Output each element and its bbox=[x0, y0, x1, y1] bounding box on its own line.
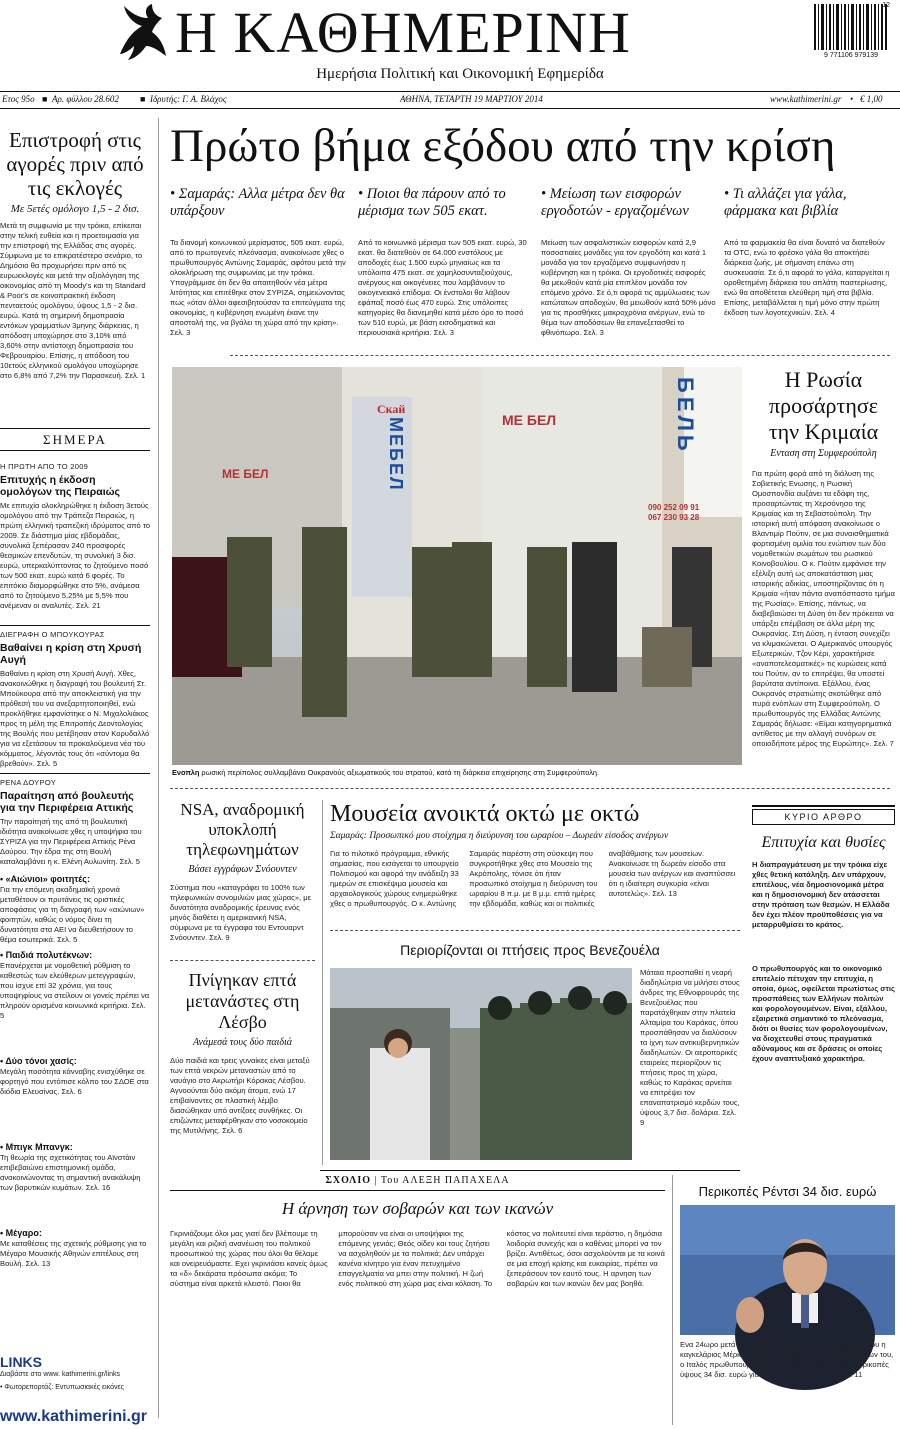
protest-photo-icon bbox=[330, 968, 632, 1160]
lead-text: Μετά τη συμφωνία με την τρόικα, επίκειται στην τελική ευθεία και η προετοιμασία για την επιστροφή της Ελλάδας στις αγορές. Σύμφωνα με το επικρατέστερο σενάριο, το Δημόσιο θα προχωρήσει πριν από τις ευρωεκλογές και μετά την αξιολόγηση της οικονομίας από τη Moody's και τη Standard & Poor's σε κοινοπρακτική έκδοση πενταετούς ομολόγου, ύψους 1,5 - 2 δισ. ευρώ. Κατά τη σημερινή δημοπρασία εντόκων γραμματίων 3μηνης διάρκειας, η απόδοση υποχώρησε στο 3,10% από 3,60% στην αντίστοιχη δημοπρασία του Φεβρουαρίου. Επίσης, η απόδοση του 10ετούς ελληνικού ομολόγου υποχώρησε στο 6,8% από 7,2% την Παρασκευή. Σελ. 1 bbox=[0, 221, 146, 380]
bullet-text: Από το κοινωνικό μέρισμα των 505 εκατ. ευρώ, 30 εκατ. θα διατεθούν σε 64.000 ενστόλους με αποδοχές έως 1.500 ευρώ μηνιαίως και τα υπόλοιπα 475 εκατ. σε χαμηλοσυνταξιούχους, ανέργους και οικογένειες που λαμβάνουν το οικογενειακό επίδομα. Οι ένστολοι θα λάβουν εφάπαξ ποσό έως 470 ευρώ. Στις υπόλοιπες κατηγορίες θα διανεμηθεί κατά μέσο όρο το ποσό των 510 ευρώ, με βάση εισοδηματικά και περιουσιακά κριτήρια. Σελ. 3 bbox=[358, 238, 527, 337]
editorial-text-2: Ο πρωθυπουργός και το οικονομικό επιτελείο πέτυχαν την επιτυχία, η οποία, όμως, οφείλεται πρωτίστως στις προσπάθειες των Ελλήνων πολιτών και φορολογουμένων. Είναι, εξάλλου, εξαιρετικά σημαντικό το πλεόνασμα, διότι οι θυσίες των φορολογουμένων, να διοχετευθεί στους πραγματικά αδύναμους και σε δράσεις οι οποίες έχουν αναπτυξιακό χαρακτήρα. bbox=[752, 964, 895, 1063]
photo-credit: ASSOCIATED PRESS bbox=[676, 1282, 683, 1334]
item-title[interactable]: • Δύο τόνοι χασίς: bbox=[0, 1056, 77, 1066]
item-title[interactable]: • Μπιγκ Μπανγκ: bbox=[0, 1142, 73, 1152]
comment-text: Γκρινιάζουμε όλοι μας γιατί δεν βλέπουμε τη μεγάλη και ριζική ανανέωση του πολιτικού προσωπικού της χώρας που όλοι θα θέλαμε και ονειρευόμαστε. Εχει γκρινιάσει κανείς όμως τα «δ» δεκάρατα πρόσωπα ακόμα; Το σύστημα είναι αρκετά κλειστό. Ποιοι θα μπορούσαν να είναι οι υποψήφιοι της επόμενης γενιάς; Θεός οίδεν και τους ζητήσει να ασχοληθούν με τα πολιτικά; Δεν υπάρχει κανένα κίνητρο για έναν πετυχημένο επαγγελματία να μπει στην πολιτική. Η ζωή ενός πολιτικού στη χώρα μας είναι κόλαση. Το κόστος να πολιτευτεί είναι τεράστιο, η δημόσια λοιδορία συνεχής και ο καθένας μπορεί να τον βρίζει. Αντιθέτως, όσοι ασχολούνται με τα κοινά σε μια εποχή κρίσης και ευκαιρίας, πρέπει να ξεπεράσουν τον εαυτό τους. Η αρνηση των σοβαρών και των ικανών δεν μας βοηθά. bbox=[170, 1229, 665, 1288]
caption-text: ρωσική περίπολος συλλαμβάνει Ουκρανούς αξιωματικούς του στρατού, κατά τη διάρκεια επιχείρησης στη Συμφερούπολη. bbox=[201, 768, 600, 777]
barcode bbox=[812, 2, 890, 60]
phone-1: 090 252 09 91 bbox=[648, 503, 700, 512]
today-list bbox=[0, 462, 150, 1289]
item-title[interactable]: • Παιδιά πολυτέκνων: bbox=[0, 950, 93, 960]
founder: Ιδρυτής: Γ. Α. Βλάχος bbox=[150, 94, 227, 104]
comment-author: Του ΑΛΕΞΗ ΠΑΠΑΧΕΛΑ bbox=[380, 1175, 510, 1186]
comment-title[interactable]: Η άρνηση των σοβαρών και των ικανών bbox=[281, 1199, 554, 1218]
sign-bel: БЕЛЬ bbox=[673, 377, 698, 455]
lead-subtitle: Με 5ετές ομόλογο 1,5 - 2 δισ. bbox=[10, 203, 140, 215]
venezuela-photo[interactable] bbox=[326, 968, 632, 1160]
photo-credit: ASSOCIATED PRESS bbox=[326, 1095, 333, 1147]
item-text: Βαθαίνει η κρίση στη Χρυσή Αυγή. Χθες, ανακοινώθηκε η διαγραφή του βουλευτή Στ. Μπούκουρα από την αποκλειστική για την πρόθεσή του να ανεξαρτητοποιηθεί, ενώ προκλήθηκε εμφανίστηκε ο Ν. Μιχαλολιάκος προς τη μέλη της Επιτροπής Δεοντολογίας της Βουλής που μετέβησαν στον Κορυδαλλό για να εξετάσουν τα προκαλούμενα νέα του κόμματος, λέγοντάς τους ότι «σύντομα θα βρεθούν». Σελ. 5 bbox=[0, 669, 150, 768]
item-label: ΡΕΝΑ ΔΟΥΡΟΥ bbox=[0, 778, 57, 787]
price: € 1,00 bbox=[860, 94, 883, 104]
lesvos-text: Δύο παιδιά και τρεις γυναίκες είναι μεταξύ των επτά νεκρών μεταναστών από το ναυάγιο στο Ακρωτήρι Κόρακας Λέσβου. Αγνοούνται δύο ακόμη άτομα, ενώ 17 επιβαίνοντες σε πλαστική λέμβο διασώθηκαν υπό αντίξοες συνθήκες. Οι επιζώντες μεταφέρθηκαν στο νοσοκομείο της Μυτιλήνης. Σελ. 6 bbox=[170, 1056, 310, 1135]
sign-mebel-3: МЕ БЕЛ bbox=[222, 467, 269, 481]
nsa-title[interactable]: NSA, αναδρομική υποκλοπή τηλεφωνημάτων bbox=[180, 800, 305, 859]
item-text: Επανέρχεται με νομοθετική ρύθμιση το καθεστώς των ελεύθερων μετεγγραφών, που ίσχυε επί 32 χρόνια, για τους υποψηφίους να στείλουν οι γονείς πρέπει να πληρούν ορισμένα κοινωνικά κριτήρια. Σελ. 5 bbox=[0, 961, 150, 1020]
issue: Αρ. φύλλου 28.602 bbox=[52, 94, 119, 104]
place-date: ΑΘΗΝΑ, ΤΕΤΑΡΤΗ 19 ΜΑΡΤΙΟΥ 2014 bbox=[400, 94, 543, 104]
crimea-caption bbox=[172, 768, 742, 777]
renzi-title[interactable]: Περικοπές Ρέντσι 34 δισ. ευρώ bbox=[698, 1184, 877, 1199]
lead-title[interactable]: Επιστροφή στις αγορές πριν από τις εκλογές bbox=[6, 128, 144, 200]
venezuela-title[interactable]: Περιορίζονται οι πτήσεις προς Βενεζουέλα bbox=[400, 942, 660, 958]
bullet-title[interactable]: • Μείωση των εισφορών εργοδοτών - εργαζομένων bbox=[541, 186, 689, 219]
crimea-text: Για πρώτη φορά από τη διάλυση της Σοβιετικής Ενωσης, η Ρωσική Ομοσπονδία αυξάνει τα εδάφη της, προσαρτώντας τη Χερσόνησο της Κριμαίας και τη Σεβαστούπολη. Την ιστορική αυτή απόφαση ανακοίνωσε ο Βλαντιμίρ Πούτιν, σε μια συναισθηματικά φορτισμένη ομιλία του ενώπιον των δύο νομοθετικών σωμάτων του ρωσικού Κοινοβουλίου. Ο κ. Πούτιν εμφάνισε την εξέλιξη αυτή ως αποκατάσταση μιας ιστορικής αδικίας, υποστηρίζοντας ότι η Κριμαία «ήταν πάντα αναπόσπαστο τμήμα της Ρωσίας». Επίσης, πάντως, να διαβεβαιώσει τη Δύση ότι δεν πρόκειται να υπάρξει επέμβαση σε άλλα μέρη της Ουκρανίας. Στη Δύση, η ένταση συνεχίζει να κλιμακώνεται. Ο Αμερικανός υπουργός Εξωτερικών, Τζον Κέρι, χαρακτήρισε «αναποτελεσματικές» τις κυρώσεις κατά του Πούτιν, αν το επιτρέψει, θα υποστεί βαρύτατα αντίποινα. Εξάλλου, ένας Ουκρανός στρατιώτης σκοτώθηκε από πυρά ενόπλων στη Συμφερούπολη. Ο πρωθυπουργός της Ελλάδας Αντώνης Σαμαράς δήλωσε: «Είμαι κατηγορηματικά αντίθετος με την αλλαγή συνόρων σε οποιοδήποτε μέρος της Ευρώπης». Σελ. 7 bbox=[752, 469, 895, 748]
list-item[interactable] bbox=[0, 630, 150, 769]
photo-credit: ASSOCIATED PRESS bbox=[168, 674, 175, 726]
sign-mebel-2: МЕ БЕЛ bbox=[502, 412, 557, 428]
crimea-subtitle: Ενταση στη Συμφερούπολη bbox=[770, 448, 877, 459]
editorial-title[interactable]: Επιτυχία και θυσίες bbox=[761, 834, 886, 851]
links-label: LINKS bbox=[0, 1354, 42, 1370]
phone-2: 067 230 93 28 bbox=[648, 513, 700, 522]
item-text: Την παραίτησή της από τη βουλευτική ιδιότητα ανακοίνωσε χθες η υποψήφια του ΣΥΡΙΖΑ για την Περιφέρεια Αττικής Ρένα Δούρου. Την έδρα της στη Βουλή καταλαμβάνει η κ. Ελένη Αυλωνίτη. Σελ. 5 bbox=[0, 817, 142, 866]
renzi-text: Ενα 24ωρο μετά την επιστροφή του από το Βερολίνο, όπου η καγκελάριος Μέρκελ εξήρε το πρόγραμμα μεταρρυθμίσεών του, ο Ιταλός πρωθυπουργός Ματέο Ρέντσι ανακοίνωσε περικοπές ύψους 34 δισ. ευρώ για την τριετία 2014-2016. Σελ. 11 bbox=[680, 1340, 894, 1379]
item-text: Για την επόμενη ακαδημαϊκή χρονιά μεταθέτουν οι πρυτάνεις τις οριστικές αποφάσεις για τη διαγραφή των «αιώνιων» φοιτητών, καθώς ο νόμος δίνει τη δυνατότητα στα ΑΕΙ να διευθετήσουν το θέμα εσωτερικά. Σελ. 5 bbox=[0, 885, 145, 944]
nsa-text: Σύστημα που «καταγράφει το 100% των τηλεφωνικών συνομιλιών μιας χώρας», με δυνατότητα αναδρομικής έρευνας ενός μηνός διαθέτει η αμερικανική NSA, σύμφωνα με τα έγγραφα του Εντουαρντ Σνόουντεν. Σελ. 9 bbox=[170, 883, 312, 942]
bullet-title[interactable]: • Σαμαράς: Αλλα μέτρα δεν θα υπάρξουν bbox=[170, 186, 345, 219]
barcode-icon bbox=[812, 2, 890, 52]
links-text[interactable]: Διαβάστε στο www. kathimerini.gr/links bbox=[0, 1371, 120, 1378]
barcode-number: 9 771106 979139 bbox=[824, 52, 878, 59]
item-title[interactable]: • «Αιώνιοι» φοιτητές: bbox=[0, 874, 90, 884]
masthead-title[interactable]: Η ΚΑΘΗΜΕΡΙΝΗ bbox=[175, 0, 631, 65]
item-label: ΔΙΕΓΡΑΦΗ Ο ΜΠΟΥΚΟΥΡΑΣ bbox=[0, 630, 105, 639]
website[interactable]: www.kathimerini.gr bbox=[770, 94, 842, 104]
barcode-issue: 12 bbox=[882, 2, 890, 9]
eagle-logo-icon bbox=[112, 2, 172, 64]
sign-skai: Скай bbox=[377, 402, 406, 416]
list-item[interactable] bbox=[0, 1141, 150, 1223]
bullet-text: Από τα φαρμακεία θα είναι δυνατό να διατεθούν τα OTC, ενώ το φρέσκο γάλα θα αποκτήσει διάρκεια ζωής, με σήμανση επάνω στη συσκευασία. Σε ό,τι αφορά το γάλα, καταργείται η οροθετημένη διάρκεια του απλάτη παστερίωσης, ενώ θα αποθέτεται ελεύθερη τιμή στα βιβλία. Επίσης, μεταβάλλεται η τιμή μόνο στην πρώτη έκδοση των λογοτεχνικών. Σελ. 4 bbox=[724, 238, 890, 317]
bullet-3[interactable] bbox=[541, 186, 716, 338]
item-text: Μεγάλη ποσότητα κάνναβης ενισχύθηκε σε φορτηγό που εντόπισε κόλπο του ΣΔΟΕ στα διόδια Ελευσίνας. Σελ. 6 bbox=[0, 1067, 149, 1096]
list-item[interactable] bbox=[0, 1055, 150, 1137]
lesvos-subtitle: Ανάμεσά τους δύο παιδιά bbox=[192, 1037, 293, 1048]
editorial-text-1: Η διαπραγμάτευση με την τρόικα είχε χθες θετική κατάληξη. Δεν υπάρχουν, επιτέλους, νέα δημοσιονομικά μέτρα και η δημοσιονομική δεν ατάσσεται στην πρόταση των θεσμών. Η Ελλάδα δεν έχει πλέον προϋποθέσεις για να μεταρρυθμίσει το κράτος. bbox=[752, 860, 890, 929]
museums-title[interactable]: Μουσεία ανοικτά οκτώ με οκτώ bbox=[330, 801, 640, 827]
bullet-text: Τα διανομή κοινωνικού μερίσματος, 505 εκατ. ευρώ, από το πρωτογενές πλεόνασμα, ανακοίνωσε χθες ο πρωθυπουργός Αντώνης Σαμαράς, αφότου μετά την ολοκλήρωση της συμφωνίας με την τρόικα. Υπογράμμισε ότι δεν θα απαιτηθούν νέα μέτρα λιτότητας και επιτέθηκε στον ΣΥΡΙΖΑ, σημειώνοντας πως «όταν άλλοι αφεσιβητούσαν τα επιτεύγματα της οικονομίας, η κυβέρνηση ενωμένη έκανε την αποστολή της, να βγάλει τη χώρα από την κρίση». Σελ. 3 bbox=[170, 238, 346, 337]
item-title[interactable]: Βαθαίνει η κρίση στη Χρυσή Αυγή bbox=[0, 642, 142, 666]
item-title[interactable]: Παραίτηση από βουλευτής για την Περιφέρεια Αττικής bbox=[0, 790, 134, 814]
list-item[interactable] bbox=[0, 1227, 150, 1289]
venezuela-text: Μάταια προσπαθεί η νεαρή διαδηλώτρια να μιλήσει στους άνδρες της Εθνοφρουράς της Βενεζουέλας που παρατάχθηκαν στην πλατεία Αλταμίρα του Καράκας, όπου προσπάθησαν να διαλύσουν τα ίχνη των αντικυβερνητικών διαδηλωτών. Οι αεροπορικές εταιρείες περιορίζουν τις πτήσεις προς τη χώρα, καθώς το Καράκας αρνείται να επιτρέψει τον επαναπατρισμό κερδών τους, ύψους 3,7 δισ. δολάρια. Σελ. 9 bbox=[640, 968, 740, 1127]
soldiers-photo-icon bbox=[172, 367, 742, 765]
item-title[interactable]: • Μέγαρο: bbox=[0, 1228, 42, 1238]
renzi-photo-icon bbox=[680, 1205, 895, 1335]
crimea-title[interactable]: Η Ρωσία προσάρτησε την Κριμαία bbox=[768, 367, 879, 444]
item-title[interactable]: Επιτυχής η έκδοση ομολόγων της Πειραιώς bbox=[0, 474, 121, 498]
editorial-box bbox=[752, 805, 895, 1104]
list-item[interactable] bbox=[0, 462, 150, 621]
bullet-title[interactable]: • Τι αλλάζει για γάλα, φάρμακα και βιβλία bbox=[724, 186, 847, 219]
renzi-photo[interactable] bbox=[676, 1205, 895, 1335]
lesvos-article[interactable] bbox=[170, 970, 315, 1166]
nsa-article[interactable] bbox=[170, 800, 315, 953]
museums-subtitle: Σαμαράς: Προσωπικό μου στοίχημα η διεύρυνση του ωραρίου – Δωρεάν είσοδος ανέργων bbox=[330, 831, 669, 841]
list-item[interactable] bbox=[0, 949, 150, 1051]
nsa-subtitle: Βάσει εγγράφων Σνόουντεν bbox=[188, 864, 297, 875]
sign-mebel: МЕБЕЛ bbox=[386, 417, 406, 492]
editorial-label: ΚΥΡΙΟ ΑΡΘΡΟ bbox=[752, 809, 895, 825]
comment-article[interactable] bbox=[170, 1175, 665, 1429]
item-text: Με επιτυχία ολοκληρώθηκε η έκδοση 3ετούς ομολόγου από την Τράπεζα Πειραιώς, η πρώτη ελληνική τραπεζική ιδρύματος από το 2009. Σε διάστημα μίας εβδομάδας, συνολικά ξεπέρασαν 240 προσφορές θεσμικών επενδυτών, τη συνολική 3 δισ. ευρώ, υπερκαλύπτοντας το ζητούμενο ποσό των 500 εκατ. ευρώ κατά 6 φορές. Το επιτόκιο διαμορφώθηκε στο 5%, ανάμεσα από το ζητούμενο 5,25% με 5,5% που ανέμεναν οι αναλυτές. Σελ. 21 bbox=[0, 501, 151, 610]
museums-text: Για το πιλοτικό πρόγραμμα, εθνικής σημασίας, που εισάγεται το υπουργείο Πολιτισμού και αφορά την ανάδειξη 33 ημερών σε επισκέψιμα μουσεία και αρχαιολογικούς χώρους ενημερώθηκε χθες ο πρωθυπουργός. Ο κ. Αντώνης Σαμαράς παρέστη στη σύσκεψη που συγκροτήθηκε χθες στο Μουσείο της Ακρόπολης, τόνισε ότι ήταν προσωπικό στοίχημα η διεύρυνση του ωραρίου 8 π.μ. με 8 μ.μ. επτά ημέρες την εβδομάδα, καθώς και οι πολιτικές αναβάθμισης των μουσείων. Ανακοίνωσε τη δωρεάν είσοδο στα μουσεία των ανέργων και αναπτύσσει ότι η ιδιαίτερη συγκυρία «είναι αυτοτελώς». Σελ. 13 bbox=[330, 849, 736, 908]
bullet-title[interactable]: • Ποιοι θα πάρουν από το μέρισμα των 505 εκατ. bbox=[358, 186, 506, 219]
item-text: Με καταθέσεις της σχετικής ρύθμισης για το Μέγαρο Μουσικής Αθηνών επιτέλους στη Βουλή. Σελ. 13 bbox=[0, 1239, 147, 1268]
footer-url[interactable]: www.kathimerini.gr bbox=[0, 1408, 147, 1425]
today-label: ΣΗΜΕΡΑ bbox=[43, 432, 107, 447]
museums-article[interactable] bbox=[330, 800, 740, 909]
list-item[interactable] bbox=[0, 778, 150, 867]
lesvos-title[interactable]: Πνίγηκαν επτά μετανάστες στη Λέσβο bbox=[185, 970, 300, 1032]
crimea-photo[interactable] bbox=[168, 367, 742, 765]
left-column bbox=[0, 128, 150, 387]
crimea-article[interactable] bbox=[752, 367, 895, 759]
item-label: Η ΠΡΩΤΗ ΑΠΟ ΤΟ 2009 bbox=[0, 462, 89, 471]
links-box bbox=[0, 1354, 150, 1393]
comment-header: ΣΧΟΛΙΟ | Του ΑΛΕΞΗ ΠΑΠΑΧΕΛΑ bbox=[325, 1175, 510, 1186]
item-text: Τη θεωρία της σχετικότητας του Αϊνστάιν επιβεβαιώνει επιστημονική ομάδα, ανακοινώνοντας τη σημαντική ανακάλυψη των βαρυτικών κυμάτων. Σελ. 16 bbox=[0, 1153, 141, 1192]
photo-label[interactable]: • Φωτορεπορτάζ: Εντυπωσιακές εικόνες bbox=[0, 1384, 125, 1391]
bullet-1[interactable] bbox=[170, 186, 350, 338]
masthead-subtitle: Ημερήσια Πολιτική και Οικονομική Εφημερίδα bbox=[316, 66, 604, 82]
info-bar: Ετος 95ο ■ Αρ. φύλλου 28.602 ■ Ιδρυτής: Γ. Α. Βλάχος ΑΘΗΝΑ, ΤΕΤΑΡΤΗ 19 ΜΑΡΤΙΟΥ 2014 www.kathimerini.gr • € 1,00 bbox=[2, 94, 883, 104]
main-headline[interactable]: Πρώτο βήμα εξόδου από την κρίση bbox=[170, 120, 836, 172]
year: Ετος 95ο bbox=[2, 94, 35, 104]
list-item[interactable] bbox=[0, 873, 150, 945]
bullet-2[interactable] bbox=[358, 186, 533, 338]
caption-label: Ενοπλη bbox=[172, 768, 200, 777]
comment-label: ΣΧΟΛΙΟ bbox=[325, 1175, 372, 1186]
bullet-4[interactable] bbox=[724, 186, 894, 338]
bullet-text: Μείωση των ασφαλιστικών εισφορών κατά 2,9 ποσοστιαίες μονάδες για τον εργοδότη και κατά 1 μονάδα για τον εργαζόμενο συμφωνήσαν η κυβέρνηση και η τρόικα. Οι εργοδοτικές εισφορές θα μειωθούν κατά μία επιπλέον μονάδα τον επόμενο χρόνο. Σε ό,τι αφορά τις αμμύλωσεις των κατώτατων αποδοχών, θα μειωθούν κατά 50% μόνο για τις προσθήκες μακροχρόνια ανέργων, ενώ το θέμα των αποδόσεων θα επανεξετασθεί το φθινόπωρο. Σελ. 3 bbox=[541, 238, 716, 337]
